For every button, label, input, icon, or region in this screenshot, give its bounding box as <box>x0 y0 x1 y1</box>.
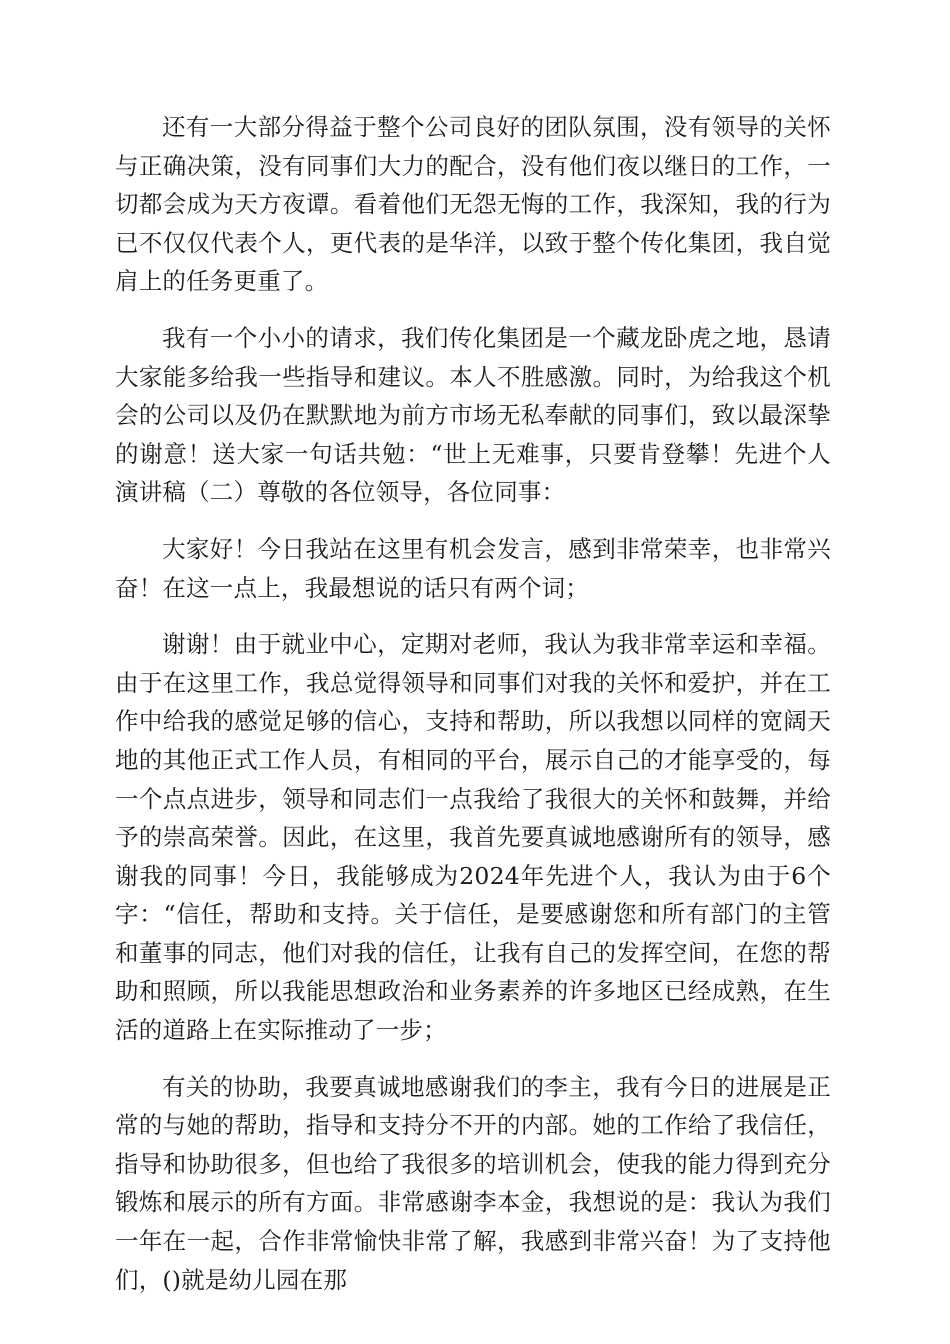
paragraph-3: 大家好！今日我站在这里有机会发言，感到非常荣幸，也非常兴奋！在这一点上，我最想说的话只有两个词； <box>115 534 831 602</box>
document-body <box>115 108 831 1317</box>
paragraph-5: 有关的协助，我要真诚地感谢我们的李主，我有今日的进展是正常的与她的帮助，指导和支持分不开的内部。她的工作给了我信任，指导和协助很多，但也给了我很多的培训机会，使我的能力得到充分锻炼和展示的所有方面。非常感谢李本金，我想说的是：我认为我们一年在一起，合作非常愉快非常了解，我感到非常兴奋！为了支持他们，()就是幼儿园在那 <box>115 1072 831 1294</box>
paragraph-2: 我有一个小小的请求，我们传化集团是一个藏龙卧虎之地，恳请大家能多给我一些指导和建议。本人不胜感激。同时，为给我这个机会的公司以及仍在默默地为前方市场无私奉献的同事们，致以最深挚的谢意！送大家一句话共勉：“世上无难事，只要肯登攀！先进个人演讲稿（二）尊敬的各位领导，各位同事： <box>115 323 831 507</box>
paragraph-1: 还有一大部分得益于整个公司良好的团队氛围，没有领导的关怀与正确决策，没有同事们大力的配合，没有他们夜以继日的工作，一切都会成为天方夜谭。看着他们无怨无悔的工作，我深知，我的行为已不仅仅代表个人，更代表的是华洋，以致于整个传化集团，我自觉肩上的任务更重了。 <box>115 113 831 296</box>
paragraph-4: 谢谢！由于就业中心，定期对老师，我认为我非常幸运和幸福。由于在这里工作，我总觉得领导和同事们对我的关怀和爱护，并在工作中给我的感觉足够的信心，支持和帮助，所以我想以同样的宽阔天地的其他正式工作人员，有相同的平台，展示自己的才能享受的，每一个点点进步，领导和同志们一点我给了我很大的关怀和鼓舞，并给予的崇高荣誉。因此，在这里，我首先要真诚地感谢所有的领导，感谢我的同事！今日，我能够成为2024年先进个人，我认为由于6个字：“信任，帮助和支持。关于信任，是要感谢您和所有部门的主管和董事的同志，他们对我的信任，让我有自己的发挥空间，在您的帮助和照顾，所以我能思想政治和业务素养的许多地区已经成熟，在生活的道路上在实际推动了一步； <box>115 630 831 1045</box>
